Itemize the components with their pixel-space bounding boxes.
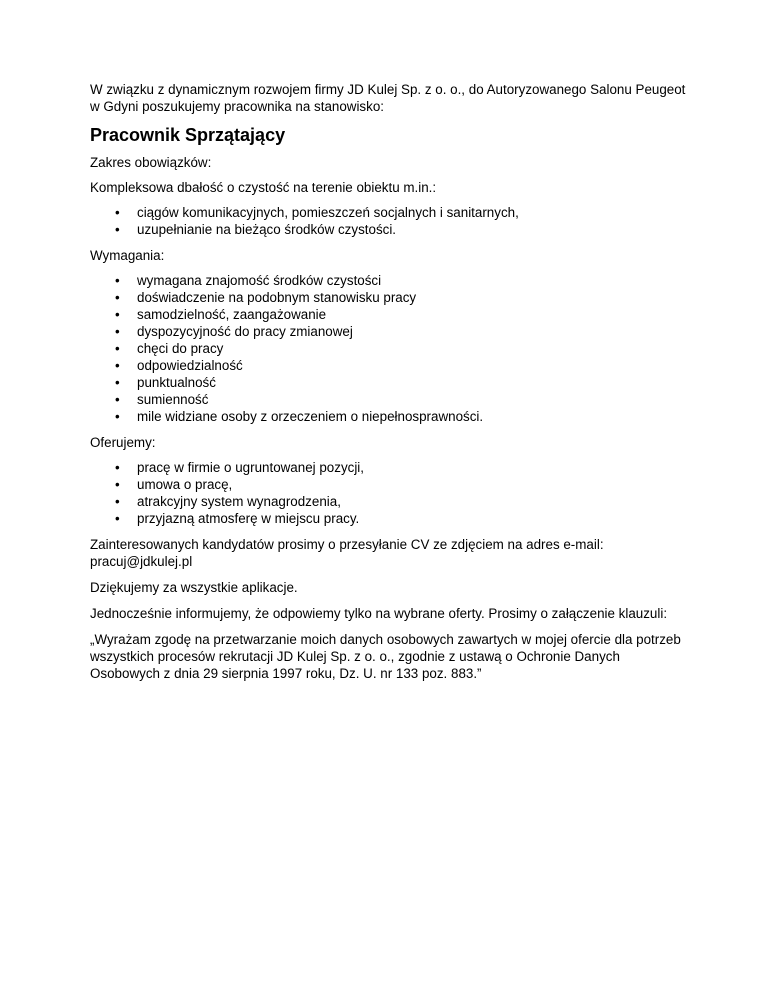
list-item-text: mile widziane osoby z orzeczeniem o niepełnosprawności. — [137, 409, 484, 424]
list-item-text: uzupełnianie na bieżąco środków czystości. — [137, 222, 397, 237]
list-item — [90, 510, 690, 527]
consent-clause: „Wyrażam zgodę na przetwarzanie moich danych osobowych zawartych w mojej ofercie dla potrzeb wszystkich procesów rekrutacji JD Kulej Sp. z o. o., zgodnie z ustawą o Ochronie Danych Osobowych z dnia 29 sierpnia 1997 roku, Dz. U. nr 133 poz. 883.” — [90, 632, 681, 681]
list-item — [90, 306, 690, 323]
requirements-list — [90, 272, 690, 425]
list-item — [90, 476, 690, 493]
list-item — [90, 323, 690, 340]
list-item-text: samodzielność, zaangażowanie — [137, 307, 327, 322]
list-item — [90, 459, 690, 476]
bullet-icon: • — [115, 273, 120, 288]
document-page — [90, 81, 690, 682]
bullet-icon: • — [115, 358, 120, 373]
list-item-text: dyspozycyjność do pracy zmianowej — [137, 324, 353, 339]
offer-label: Oferujemy: — [90, 435, 156, 450]
list-item — [90, 272, 690, 289]
list-item-text: umowa o pracę, — [137, 477, 233, 492]
duties-lead: Kompleksowa dbałość o czystość na terenie obiektu m.in.: — [90, 180, 437, 195]
list-item — [90, 204, 690, 221]
list-item-text: ciągów komunikacyjnych, pomieszczeń socjalnych i sanitarnych, — [137, 205, 519, 220]
list-item — [90, 493, 690, 510]
list-item — [90, 340, 690, 357]
bullet-icon: • — [115, 511, 120, 526]
list-item-text: atrakcyjny system wynagrodzenia, — [137, 494, 341, 509]
list-item — [90, 374, 690, 391]
list-item-text: punktualność — [137, 375, 216, 390]
list-item — [90, 221, 690, 238]
duties-list — [90, 204, 690, 238]
duties-label: Zakres obowiązków: — [90, 155, 212, 170]
offer-list — [90, 459, 690, 527]
list-item-text: przyjazną atmosferę w miejscu pracy. — [137, 511, 360, 526]
bullet-icon: • — [115, 375, 120, 390]
thanks-paragraph: Dziękujemy za wszystkie aplikacje. — [90, 580, 298, 595]
bullet-icon: • — [115, 324, 120, 339]
intro-paragraph: W związku z dynamicznym rozwojem firmy JD Kulej Sp. z o. o., do Autoryzowanego Salonu Peugeot w Gdyni poszukujemy pracownika na stanowisko: — [90, 82, 686, 114]
list-item-text: sumienność — [137, 392, 209, 407]
bullet-icon: • — [115, 494, 120, 509]
list-item — [90, 357, 690, 374]
bullet-icon: • — [115, 205, 120, 220]
list-item — [90, 408, 690, 425]
bullet-icon: • — [115, 341, 120, 356]
list-item — [90, 289, 690, 306]
list-item-text: pracę w firmie o ugruntowanej pozycji, — [137, 460, 365, 475]
list-item — [90, 391, 690, 408]
notice-paragraph: Jednocześnie informujemy, że odpowiemy tylko na wybrane oferty. Prosimy o załączenie klauzuli: — [90, 606, 668, 621]
contact-paragraph: Zainteresowanych kandydatów prosimy o przesyłanie CV ze zdjęciem na adres e-mail: pracuj@jdkulej.pl — [90, 537, 604, 569]
list-item-text: wymagana znajomość środków czystości — [137, 273, 382, 288]
bullet-icon: • — [115, 307, 120, 322]
requirements-label: Wymagania: — [90, 248, 165, 263]
bullet-icon: • — [115, 222, 120, 237]
list-item-text: doświadczenie na podobnym stanowisku pracy — [137, 290, 417, 305]
list-item-text: odpowiedzialność — [137, 358, 243, 373]
bullet-icon: • — [115, 477, 120, 492]
bullet-icon: • — [115, 392, 120, 407]
list-item-text: chęci do pracy — [137, 341, 224, 356]
bullet-icon: • — [115, 460, 120, 475]
job-title: Pracownik Sprzątający — [90, 125, 286, 145]
bullet-icon: • — [115, 290, 120, 305]
bullet-icon: • — [115, 409, 120, 424]
